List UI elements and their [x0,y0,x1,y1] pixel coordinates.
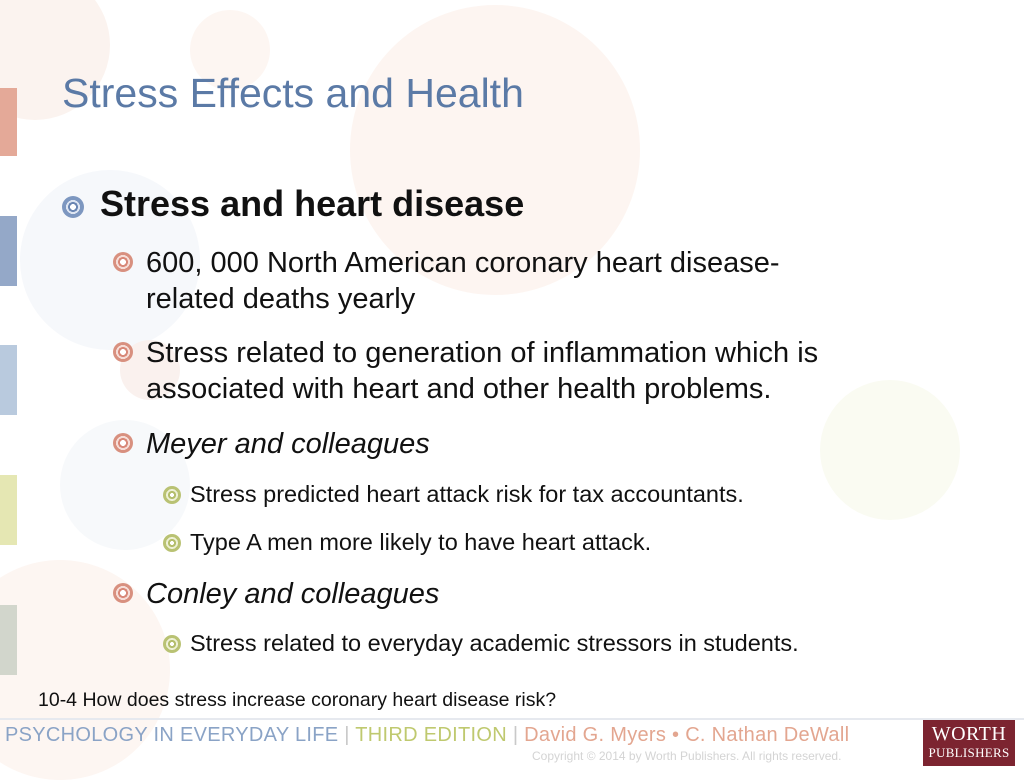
circle-bullet-salmon-icon [113,433,133,453]
bullet-level2-line: 600, 000 North American coronary heart disease- [146,247,780,279]
footer-separator: | [344,724,350,746]
bullet-level3: Stress related to everyday academic stressors in students. [190,630,799,656]
slide-title: Stress Effects and Health [62,70,524,116]
publisher-logo [923,720,1015,766]
bullet-level2-line: related deaths yearly [146,283,416,315]
logo-text-bottom: PUBLISHERS [928,745,1010,760]
copyright-notice: Copyright © 2014 by Worth Publishers. All rights reserved. [532,749,842,763]
bullet-level2-line: associated with heart and other health problems. [146,373,772,405]
bullet-level2-italic: Conley and colleagues [146,578,440,610]
module-question: 10-4 How does stress increase coronary heart disease risk? [38,689,557,711]
footer [0,718,1024,768]
book-title: PSYCHOLOGY IN EVERYDAY LIFE [5,724,339,746]
book-title-bar [5,724,849,747]
bullet-level3: Type A men more likely to have heart attack. [190,529,652,555]
circle-bullet-salmon-icon [113,252,133,272]
circle-bullet-green-icon [163,534,181,552]
book-edition: THIRD EDITION [355,724,507,746]
circle-bullet-blue-icon [62,196,84,218]
circle-bullet-salmon-icon [113,583,133,603]
circle-bullet-green-icon [163,635,181,653]
circle-bullet-green-icon [163,486,181,504]
bullet-level2-line: Stress related to generation of inflammation which is [146,337,819,369]
footer-divider [0,718,1024,720]
footer-separator: | [512,724,519,746]
bullet-level2-italic: Meyer and colleagues [146,428,430,460]
logo-text-top: WORTH [931,723,1007,745]
circle-bullet-salmon-icon [113,342,133,362]
book-authors: David G. Myers • C. Nathan DeWall [524,724,850,746]
bullet-level3: Stress predicted heart attack risk for tax accountants. [190,481,744,507]
bullet-level1: Stress and heart disease [100,183,525,224]
